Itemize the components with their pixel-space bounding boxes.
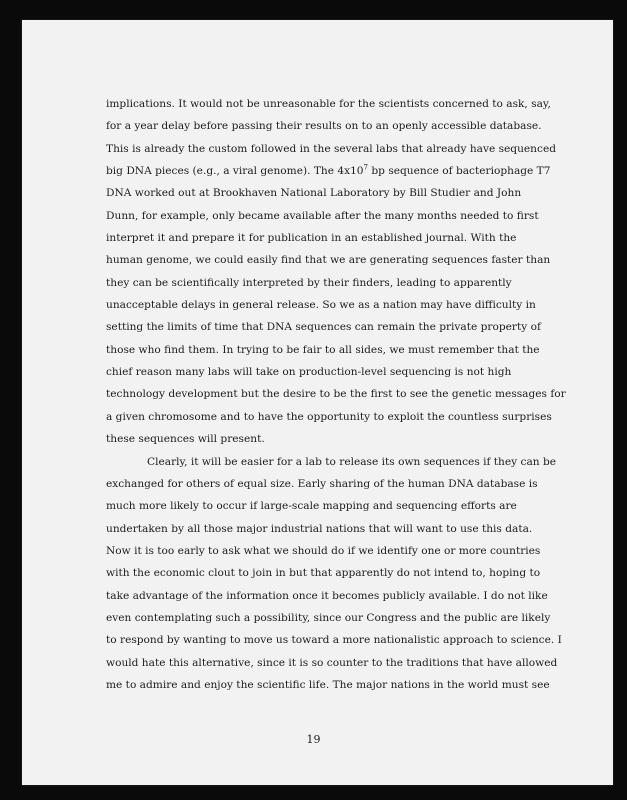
text-line: Dunn, for example, only became available after the many months needed to first (106, 209, 539, 222)
text-line: those who find them. In trying to be fair to all sides, we must remember that the (106, 343, 540, 356)
text-line: setting the limits of time that DNA sequences can remain the private property of (106, 321, 541, 334)
body-text (106, 93, 566, 696)
text-line: these sequences will present. (106, 433, 265, 446)
text-line: a given chromosome and to have the opportunity to exploit the countless surprises (106, 410, 552, 423)
text-line: with the economic clout to join in but that apparently do not intend to, hoping to (106, 567, 541, 580)
text-line: Now it is too early to ask what we should do if we identify one or more countries (106, 544, 541, 557)
text-line: technology development but the desire to be the first to see the genetic messages for (106, 388, 566, 401)
exponent: 7 (363, 163, 369, 172)
text-line: exchanged for others of equal size. Early sharing of the human DNA database is (106, 477, 538, 490)
page-number: 19 (306, 733, 321, 746)
text-line: This is already the custom followed in the several labs that already have sequenced (106, 142, 556, 155)
text-line: would hate this alternative, since it is so counter to the traditions that have allowed (106, 656, 558, 669)
text-line: chief reason many labs will take on production-level sequencing is not high (106, 366, 512, 379)
text-line: Clearly, it will be easier for a lab to release its own sequences if they can be (147, 455, 556, 468)
text-line: DNA worked out at Brookhaven National Laboratory by Bill Studier and John (106, 187, 522, 200)
text-segment: bp sequence of bacteriophage T7 (368, 165, 551, 178)
text-line: they can be scientifically interpreted by their finders, leading to apparently (106, 276, 512, 289)
text-line: for a year delay before passing their results on to an openly accessible database. (106, 120, 542, 133)
text-line: even contemplating such a possibility, since our Congress and the public are likely (106, 611, 551, 624)
text-line: human genome, we could easily find that we are generating sequences faster than (106, 254, 551, 267)
text-line: me to admire and enjoy the scientific life. The major nations in the world must see (106, 678, 550, 691)
text-line: undertaken by all those major industrial nations that will want to use this data. (106, 522, 533, 535)
text-line: unacceptable delays in general release. So we as a nation may have difficulty in (106, 299, 536, 312)
text-line: to respond by wanting to move us toward a more nationalistic approach to science. I (106, 634, 562, 647)
text-line: much more likely to occur if large-scale mapping and sequencing efforts are (106, 500, 517, 513)
text-line: take advantage of the information once it becomes publicly available. I do not like (106, 589, 548, 602)
text-line: interpret it and prepare it for publication in an established journal. With the (106, 232, 517, 245)
text-segment: big DNA pieces (e.g., a viral genome). The 4x10 (106, 165, 364, 178)
text-line (106, 160, 551, 182)
text-line: implications. It would not be unreasonable for the scientists concerned to ask, say, (106, 98, 551, 110)
